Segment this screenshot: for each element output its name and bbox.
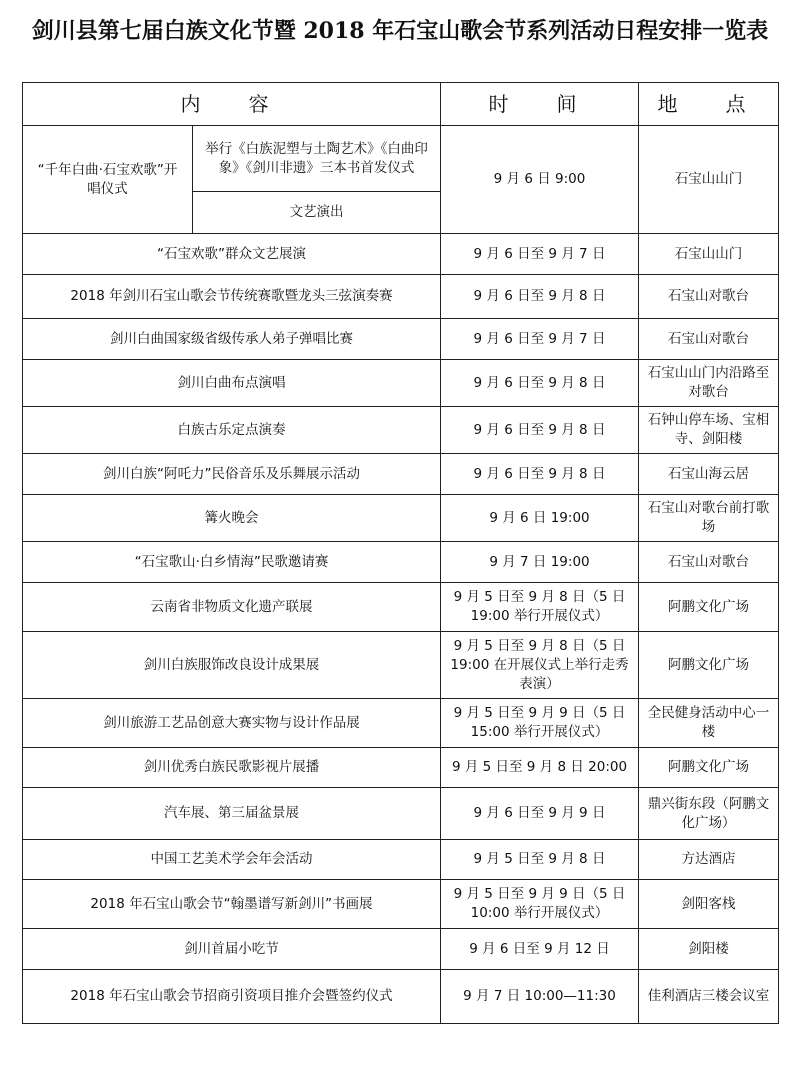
table-row <box>23 495 779 542</box>
content-cell: 2018 年石宝山歌会节“翰墨谱写新剑川”书画展 <box>23 880 441 929</box>
content-cell: 剑川白曲布点演唱 <box>23 360 441 407</box>
place-cell: 石宝山山门 <box>639 234 779 275</box>
place-cell: 石钟山停车场、宝相寺、剑阳楼 <box>639 407 779 454</box>
time-cell: 9 月 6 日 19:00 <box>441 495 639 542</box>
place-cell: 石宝山对歌台前打歌场 <box>639 495 779 542</box>
page-title: 剑川县第七届白族文化节暨 2018 年石宝山歌会节系列活动日程安排一览表 <box>31 18 769 44</box>
table-row <box>23 126 779 192</box>
content-cell: 剑川白曲国家级省级传承人弟子弹唱比赛 <box>23 319 441 360</box>
time-cell: 9 月 6 日 9:00 <box>441 126 639 234</box>
content-cell: 云南省非物质文化遗产联展 <box>23 583 441 632</box>
place-cell: 阿鹏文化广场 <box>639 748 779 788</box>
place-cell: 佳利酒店三楼会议室 <box>639 970 779 1024</box>
table-row <box>23 360 779 407</box>
table-row <box>23 748 779 788</box>
place-cell: 鼎兴街东段（阿鹏文化广场） <box>639 788 779 840</box>
time-cell: 9 月 6 日至 9 月 9 日 <box>441 788 639 840</box>
place-cell: 剑阳楼 <box>639 929 779 970</box>
place-cell: 石宝山海云居 <box>639 454 779 495</box>
table-row <box>23 542 779 583</box>
content-cell: “千年白曲·石宝欢歌”开唱仪式 <box>23 126 193 234</box>
time-cell: 9 月 5 日至 9 月 9 日（5 日 10:00 举行开展仪式） <box>441 880 639 929</box>
content-cell: 剑川白族“阿吒力”民俗音乐及乐舞展示活动 <box>23 454 441 495</box>
time-cell: 9 月 7 日 19:00 <box>441 542 639 583</box>
table-row <box>23 699 779 748</box>
table-row <box>23 275 779 319</box>
table-row <box>23 929 779 970</box>
place-cell: 石宝山对歌台 <box>639 275 779 319</box>
table-row <box>23 880 779 929</box>
table-row <box>23 583 779 632</box>
table-row <box>23 319 779 360</box>
content-cell: 剑川首届小吃节 <box>23 929 441 970</box>
time-cell: 9 月 6 日至 9 月 8 日 <box>441 275 639 319</box>
table-row <box>23 970 779 1024</box>
content-cell: 剑川白族服饰改良设计成果展 <box>23 632 441 699</box>
header-place: 地 点 <box>639 83 779 126</box>
time-cell: 9 月 5 日至 9 月 8 日 <box>441 840 639 880</box>
place-cell: 剑阳客栈 <box>639 880 779 929</box>
place-cell: 阿鹏文化广场 <box>639 583 779 632</box>
table-row <box>23 788 779 840</box>
time-cell: 9 月 6 日至 9 月 12 日 <box>441 929 639 970</box>
time-cell: 9 月 5 日至 9 月 8 日（5 日 19:00 在开展仪式上举行走秀表演） <box>441 632 639 699</box>
content-subcell: 举行《白族泥塑与土陶艺术》《白曲印象》《剑川非遗》三本书首发仪式 <box>193 126 441 192</box>
content-cell: 白族古乐定点演奏 <box>23 407 441 454</box>
header-time: 时 间 <box>441 83 639 126</box>
time-cell: 9 月 6 日至 9 月 8 日 <box>441 360 639 407</box>
content-cell: 中国工艺美术学会年会活动 <box>23 840 441 880</box>
time-cell: 9 月 5 日至 9 月 9 日（5 日 15:00 举行开展仪式） <box>441 699 639 748</box>
table-row <box>23 632 779 699</box>
table-row <box>23 407 779 454</box>
place-cell: 石宝山山门 <box>639 126 779 234</box>
header-content: 内 容 <box>23 83 441 126</box>
table-row <box>23 840 779 880</box>
place-cell: 石宝山山门内沿路至对歌台 <box>639 360 779 407</box>
table-row <box>23 234 779 275</box>
place-cell: 石宝山对歌台 <box>639 319 779 360</box>
time-cell: 9 月 6 日至 9 月 7 日 <box>441 234 639 275</box>
time-cell: 9 月 6 日至 9 月 8 日 <box>441 407 639 454</box>
content-cell: “石宝歌山·白乡情海”民歌邀请赛 <box>23 542 441 583</box>
schedule-table <box>22 82 779 1024</box>
time-cell: 9 月 5 日至 9 月 8 日（5 日 19:00 举行开展仪式） <box>441 583 639 632</box>
place-cell: 全民健身活动中心一楼 <box>639 699 779 748</box>
content-subcell: 文艺演出 <box>193 192 441 234</box>
content-cell: 2018 年剑川石宝山歌会节传统赛歌暨龙头三弦演奏赛 <box>23 275 441 319</box>
time-cell: 9 月 6 日至 9 月 8 日 <box>441 454 639 495</box>
place-cell: 石宝山对歌台 <box>639 542 779 583</box>
content-cell: 2018 年石宝山歌会节招商引资项目推介会暨签约仪式 <box>23 970 441 1024</box>
content-cell: “石宝欢歌”群众文艺展演 <box>23 234 441 275</box>
header-row <box>23 83 779 126</box>
content-cell: 剑川优秀白族民歌影视片展播 <box>23 748 441 788</box>
content-cell: 汽车展、第三届盆景展 <box>23 788 441 840</box>
content-cell: 篝火晚会 <box>23 495 441 542</box>
time-cell: 9 月 7 日 10:00—11:30 <box>441 970 639 1024</box>
time-cell: 9 月 6 日至 9 月 7 日 <box>441 319 639 360</box>
table-row <box>23 454 779 495</box>
place-cell: 阿鹏文化广场 <box>639 632 779 699</box>
content-cell: 剑川旅游工艺品创意大赛实物与设计作品展 <box>23 699 441 748</box>
time-cell: 9 月 5 日至 9 月 8 日 20:00 <box>441 748 639 788</box>
place-cell: 方达酒店 <box>639 840 779 880</box>
